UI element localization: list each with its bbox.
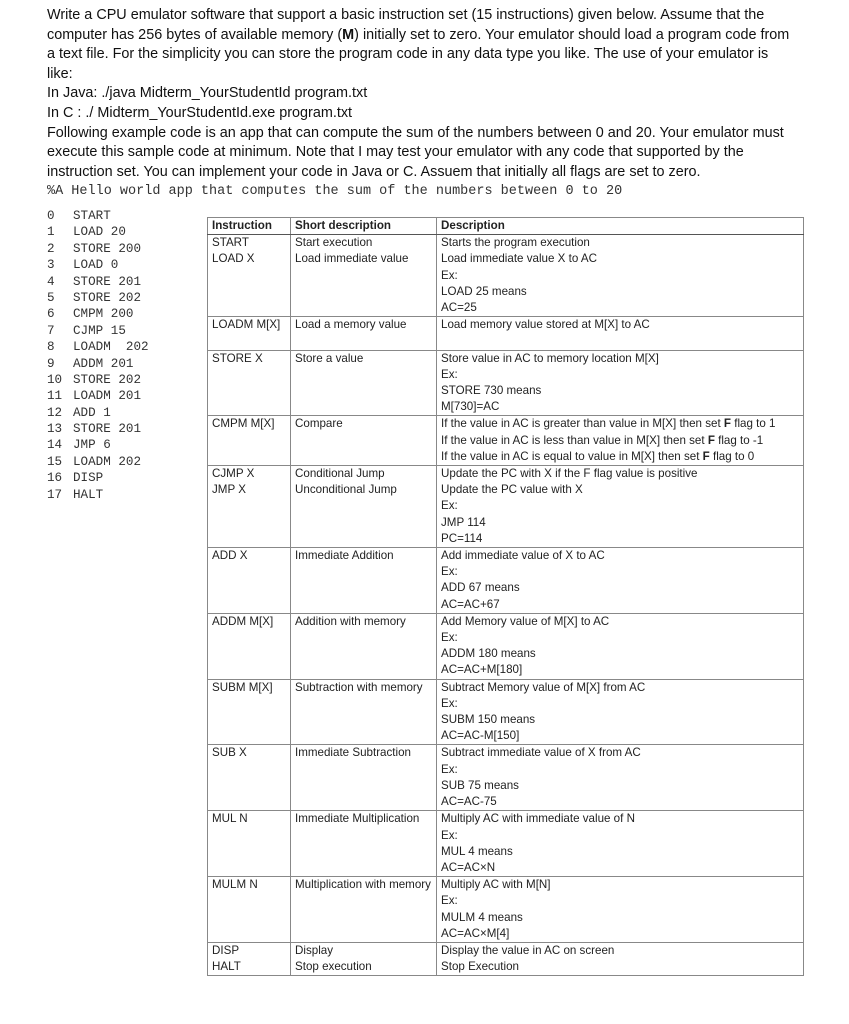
description-line: Starts the program execution (441, 236, 590, 250)
bold-text: M (342, 26, 355, 43)
description-line: Ex: (441, 762, 458, 776)
description-cell (437, 548, 804, 614)
description-line (441, 416, 799, 432)
intro-paragraph-2: Following example code is an app that can compute the sum of the numbers between 0 and 20. Your emulator must execute this sample code at minimum. Note that I may test your emulator with any code that supported by the instruction set. You can implement your code in Java or C. Assuem that initially all flags are set to zero. (47, 124, 784, 180)
table-row (208, 350, 804, 416)
line-number: 2 (47, 241, 55, 256)
sample-program (47, 208, 207, 503)
line-number: 13 (47, 422, 63, 437)
instruction-code: CJMP 15 (73, 323, 126, 338)
short-description-cell: Immediate Multiplication (291, 811, 437, 877)
table-row (208, 482, 804, 547)
instruction-code: LOADM 201 (73, 389, 142, 404)
description-cell (437, 416, 804, 466)
code-line (47, 421, 207, 437)
text-run: If the value in AC is greater than value in M[X] then set (441, 417, 724, 431)
description-cell (437, 466, 804, 483)
description-cell (437, 613, 804, 679)
instruction-code: STORE 202 (73, 290, 142, 305)
description-line: Add immediate value of X to AC (441, 549, 605, 563)
instruction-cell: ADD X (208, 548, 291, 614)
description-cell (437, 235, 804, 252)
short-description-cell: Display (291, 942, 437, 959)
bold-text: F (702, 449, 710, 463)
description-line: Subtract immediate value of X from AC (441, 746, 641, 760)
description-line: Load memory value stored at M[X] to AC (441, 318, 650, 332)
description-line: Update the PC with X if the F flag value is positive (441, 467, 698, 481)
table-row (208, 251, 804, 316)
description-cell (437, 251, 804, 316)
instruction-code: LOAD 20 (73, 225, 126, 240)
short-description-cell: Start execution (291, 235, 437, 252)
description-line: Ex: (441, 894, 458, 908)
description-line: AC=AC-75 (441, 795, 497, 809)
code-line (47, 224, 207, 240)
instruction-code: STORE 202 (73, 372, 142, 387)
line-number: 17 (47, 487, 63, 502)
code-line (47, 290, 207, 306)
description-line: M[730]=AC (441, 400, 500, 414)
description-cell (437, 317, 804, 350)
instruction-code: CMPM 200 (73, 307, 134, 322)
text-run: If the value in AC is less than value in M[X] then set (441, 433, 708, 447)
description-line: ADDM 180 means (441, 647, 536, 661)
instruction-cell: CJMP X (208, 466, 291, 483)
line-number: 1 (47, 225, 55, 240)
line-number: 9 (47, 356, 55, 371)
code-line (47, 274, 207, 290)
table-row (208, 613, 804, 679)
description-line: AC=AC-M[150] (441, 729, 520, 743)
description-line: Ex: (441, 696, 458, 710)
description-line: AC=AC+M[180] (441, 663, 523, 677)
line-number: 4 (47, 274, 55, 289)
table-row (208, 959, 804, 976)
description-cell (437, 679, 804, 745)
instruction-cell: MUL N (208, 811, 291, 877)
c-usage: In C : ./ Midterm_YourStudentId.exe program.txt (47, 104, 353, 121)
text-run: ) initially set to zero. Your emulator should load a program code from a text file. For the simplicity you can store the program code in any data type you like. The use of your emulator is like: (47, 26, 790, 82)
code-line (47, 487, 207, 503)
code-line (47, 323, 207, 339)
table-row (208, 811, 804, 877)
description-line (441, 333, 799, 349)
text-run: Write a CPU emulator software that support a basic instruction set (15 instructions) given below. Assume that the computer has 256 bytes of available memory ( (47, 7, 765, 43)
instruction-code: LOAD 0 (73, 258, 119, 273)
java-usage: In Java: ./java Midterm_YourStudentId program.txt (47, 85, 368, 102)
description-line: STORE 730 means (441, 384, 542, 398)
description-line: AC=25 (441, 301, 477, 315)
code-line (47, 470, 207, 486)
comment-line: %A Hello world app that computes the sum of the numbers between 0 to 20 (47, 184, 623, 200)
short-description-cell: Immediate Addition (291, 548, 437, 614)
code-line (47, 454, 207, 470)
description-line: Store value in AC to memory location M[X] (441, 351, 659, 365)
description-line: Ex: (441, 631, 458, 645)
instruction-table (207, 217, 804, 976)
description-line: Subtract Memory value of M[X] from AC (441, 680, 646, 694)
instruction-cell: CMPM M[X] (208, 416, 291, 466)
code-line (47, 208, 207, 224)
instruction-cell: JMP X (208, 482, 291, 547)
short-description-cell: Immediate Subtraction (291, 745, 437, 811)
instruction-code: HALT (73, 487, 104, 502)
description-cell (437, 959, 804, 976)
table-row (208, 466, 804, 483)
instruction-code: ADD 1 (73, 405, 111, 420)
text-run: flag to -1 (714, 433, 764, 447)
description-line: LOAD 25 means (441, 284, 527, 298)
line-number: 5 (47, 290, 55, 305)
description-cell (437, 745, 804, 811)
text-run: flag to 0 (709, 449, 755, 463)
description-line: MUL 4 means (441, 844, 513, 858)
table-row (208, 235, 804, 252)
line-number: 15 (47, 454, 63, 469)
line-number: 8 (47, 340, 55, 355)
instruction-cell: SUB X (208, 745, 291, 811)
line-number: 7 (47, 323, 55, 338)
description-line: Ex: (441, 565, 458, 579)
table-row (208, 548, 804, 614)
description-line: Ex: (441, 367, 458, 381)
code-line (47, 306, 207, 322)
table-row (208, 317, 804, 350)
bold-text: F (707, 433, 715, 447)
instruction-cell: ADDM M[X] (208, 613, 291, 679)
instruction-code: STORE 201 (73, 274, 142, 289)
line-number: 6 (47, 307, 55, 322)
code-line (47, 257, 207, 273)
table-header-row (208, 218, 804, 235)
short-description-cell: Load immediate value (291, 251, 437, 316)
description-line: Update the PC value with X (441, 483, 583, 497)
short-description-cell: Store a value (291, 350, 437, 416)
instruction-code: ADDM 201 (73, 356, 134, 371)
assignment-text (47, 6, 797, 201)
line-number: 0 (47, 209, 55, 223)
line-number: 12 (47, 405, 63, 420)
description-line: MULM 4 means (441, 910, 523, 924)
description-line: Load immediate value X to AC (441, 252, 597, 266)
description-line: Multiply AC with immediate value of N (441, 812, 635, 826)
description-line: AC=AC×N (441, 860, 496, 874)
description-line: Ex: (441, 828, 458, 842)
instruction-cell: HALT (208, 959, 291, 976)
line-number: 16 (47, 471, 63, 486)
description-line: SUBM 150 means (441, 713, 536, 727)
instruction-code: LOADM 202 (73, 340, 149, 355)
description-line (441, 433, 799, 449)
instruction-code: JMP 6 (73, 438, 111, 453)
description-line: AC=AC×M[4] (441, 926, 510, 940)
instruction-cell: MULM N (208, 877, 291, 943)
text-run: If the value in AC is equal to value in M[X] then set (441, 449, 703, 463)
description-line: Ex: (441, 268, 458, 282)
line-number: 10 (47, 372, 63, 387)
line-number: 11 (47, 389, 63, 404)
description-cell (437, 811, 804, 877)
code-line (47, 372, 207, 388)
instruction-code: DISP (73, 471, 104, 486)
intro-paragraph-1 (47, 6, 797, 84)
instruction-cell: START (208, 235, 291, 252)
description-cell (437, 877, 804, 943)
short-description-cell: Stop execution (291, 959, 437, 976)
description-line: Display the value in AC on screen (441, 943, 615, 957)
short-description-cell: Subtraction with memory (291, 679, 437, 745)
instruction-code: STORE 201 (73, 422, 142, 437)
description-line: Ex: (441, 499, 458, 513)
table-row (208, 416, 804, 466)
code-line (47, 339, 207, 355)
line-number: 3 (47, 258, 55, 273)
table-row (208, 679, 804, 745)
description-line: AC=AC+67 (441, 597, 500, 611)
description-cell (437, 482, 804, 547)
code-line (47, 437, 207, 453)
instruction-cell: DISP (208, 942, 291, 959)
description-line: JMP 114 (441, 515, 486, 529)
instruction-cell: LOADM M[X] (208, 317, 291, 350)
table-row (208, 877, 804, 943)
header-instruction: Instruction (208, 218, 291, 235)
table-row (208, 942, 804, 959)
description-cell (437, 350, 804, 416)
instruction-cell: STORE X (208, 350, 291, 416)
code-line (47, 405, 207, 421)
short-description-cell: Load a memory value (291, 317, 437, 350)
header-description: Description (437, 218, 804, 235)
short-description-cell: Unconditional Jump (291, 482, 437, 547)
code-line (47, 388, 207, 404)
table-row (208, 745, 804, 811)
instruction-code: STORE 200 (73, 241, 142, 256)
short-description-cell: Addition with memory (291, 613, 437, 679)
instruction-code: START (73, 209, 111, 223)
text-run: flag to 1 (731, 417, 776, 431)
description-line: SUB 75 means (441, 778, 519, 792)
description-line: ADD 67 means (441, 581, 520, 595)
header-short-description: Short description (291, 218, 437, 235)
code-line (47, 241, 207, 257)
instruction-code: LOADM 202 (73, 454, 142, 469)
short-description-cell: Compare (291, 416, 437, 466)
short-description-cell: Conditional Jump (291, 466, 437, 483)
description-cell (437, 942, 804, 959)
description-line: Stop Execution (441, 960, 519, 974)
instruction-cell: LOAD X (208, 251, 291, 316)
short-description-cell: Multiplication with memory (291, 877, 437, 943)
code-line (47, 356, 207, 372)
instruction-cell: SUBM M[X] (208, 679, 291, 745)
line-number: 14 (47, 438, 63, 453)
description-line: PC=114 (441, 531, 483, 545)
description-line: Multiply AC with M[N] (441, 878, 551, 892)
description-line (441, 449, 799, 465)
description-line: Add Memory value of M[X] to AC (441, 614, 610, 628)
bold-text: F (723, 417, 732, 431)
